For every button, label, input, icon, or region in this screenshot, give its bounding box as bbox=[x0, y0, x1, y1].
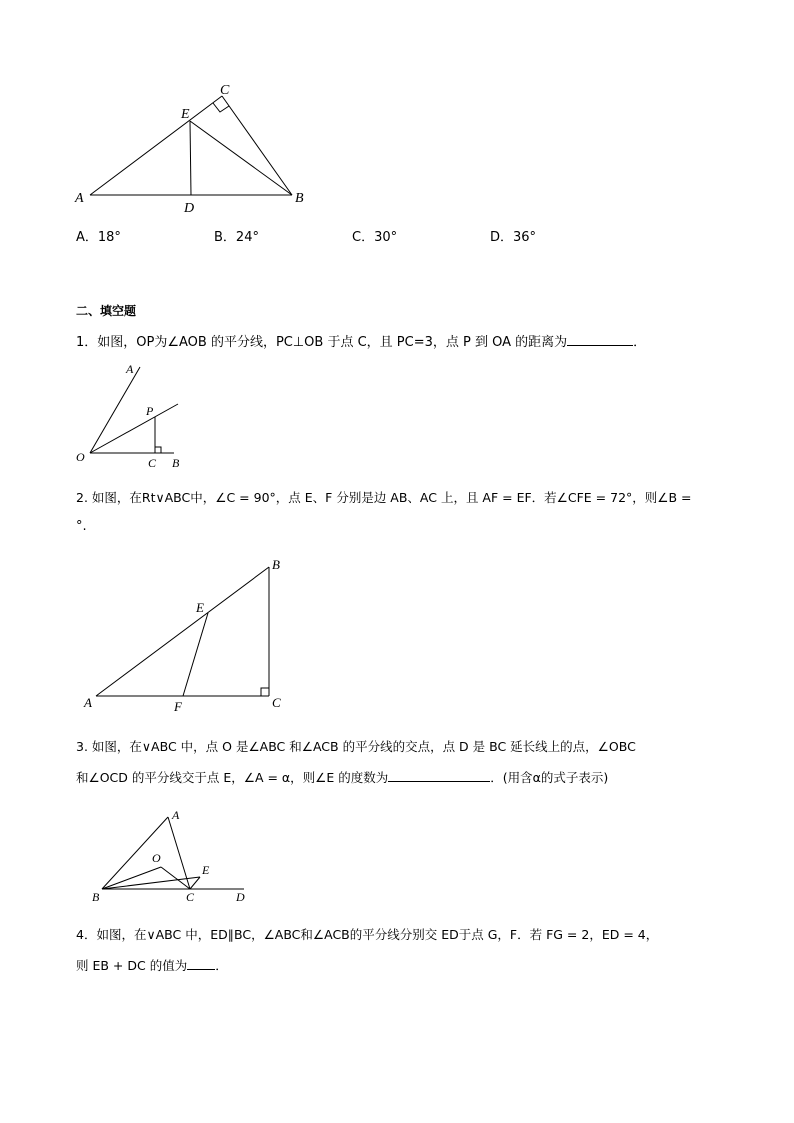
q3-line2-end: ．(用含α的式子表示) bbox=[490, 770, 609, 785]
segment-CE bbox=[190, 877, 200, 889]
q3-line2 bbox=[76, 769, 608, 786]
label-B: B bbox=[92, 890, 100, 904]
segment-AB bbox=[96, 567, 269, 696]
q3-figure bbox=[88, 805, 258, 905]
q1-body: 1．如图，OP为∠AOB 的平分线，PC⊥OB 于点 C，且 PC=3，点 P 到 OA 的距离为 bbox=[76, 335, 568, 350]
q1-end: ． bbox=[633, 335, 647, 350]
ray-OP bbox=[90, 404, 178, 453]
label-D: D bbox=[236, 890, 245, 904]
q3-line1: 3. 如图，在∨ABC 中，点 O 是∠ABC 和∠ACB 的平分线的交点，点 D 是 BC 延长线上的点，∠OBC bbox=[76, 739, 636, 754]
choice-c: C．30° bbox=[352, 230, 398, 245]
q1-blank[interactable] bbox=[567, 333, 633, 346]
label-O: O bbox=[152, 851, 161, 865]
q2-line2: °. bbox=[76, 519, 87, 534]
q4-blank[interactable] bbox=[187, 957, 215, 970]
segment-CB bbox=[222, 96, 292, 195]
right-angle-mark bbox=[155, 447, 161, 453]
label-C: C bbox=[186, 890, 195, 904]
label-B: B bbox=[295, 191, 304, 206]
choice-d: D．36° bbox=[490, 230, 537, 245]
ray-OA bbox=[90, 367, 140, 453]
segment-EF bbox=[183, 613, 208, 696]
q2-line1: 2. 如图，在Rt∨ABC中，∠C = 90°，点 E、F 分别是边 AB、AC 上，且 AF = EF．若∠CFE = 72°，则∠B = bbox=[76, 490, 692, 505]
label-B: B bbox=[272, 557, 280, 572]
q2-figure bbox=[80, 555, 295, 715]
label-E: E bbox=[181, 107, 190, 122]
segment-CO bbox=[161, 867, 190, 889]
label-D: D bbox=[184, 201, 195, 216]
q3-blank[interactable] bbox=[388, 769, 490, 782]
segment-ED bbox=[190, 121, 191, 195]
label-E: E bbox=[202, 863, 210, 877]
q4-line1: 4．如图，在∨ABC 中，ED∥BC，∠ABC和∠ACB的平分线分别交 ED于点 G，F．若 FG = 2，ED = 4， bbox=[76, 927, 659, 942]
segment-EB bbox=[190, 121, 292, 195]
label-C: C bbox=[272, 695, 281, 710]
label-C: C bbox=[148, 456, 157, 470]
right-angle-mark bbox=[261, 688, 269, 696]
q3-line2-body: 和∠OCD 的平分线交于点 E，∠A = α，则∠E 的度数为 bbox=[76, 770, 389, 785]
right-angle-mark bbox=[213, 103, 229, 112]
q4-line2 bbox=[76, 957, 228, 974]
section-title: 二、填空题 bbox=[76, 304, 137, 318]
choice-a: A．18° bbox=[76, 230, 121, 245]
label-O: O bbox=[76, 450, 85, 464]
label-B: B bbox=[172, 456, 180, 470]
label-F: F bbox=[174, 699, 182, 714]
choice-b: B．24° bbox=[214, 230, 259, 245]
label-A: A bbox=[84, 695, 92, 710]
label-A: A bbox=[126, 362, 134, 376]
label-A: A bbox=[75, 191, 84, 206]
label-P: P bbox=[146, 404, 154, 418]
label-A: A bbox=[172, 808, 180, 822]
q4-line2-body: 则 EB + DC 的值为 bbox=[76, 958, 188, 973]
segment-AC bbox=[90, 96, 222, 195]
q4-line2-end: ． bbox=[215, 958, 228, 973]
label-E: E bbox=[196, 600, 204, 615]
q1-figure bbox=[72, 360, 192, 470]
top-triangle-figure bbox=[70, 78, 320, 218]
label-C: C bbox=[220, 83, 230, 98]
q1-text bbox=[76, 333, 646, 351]
